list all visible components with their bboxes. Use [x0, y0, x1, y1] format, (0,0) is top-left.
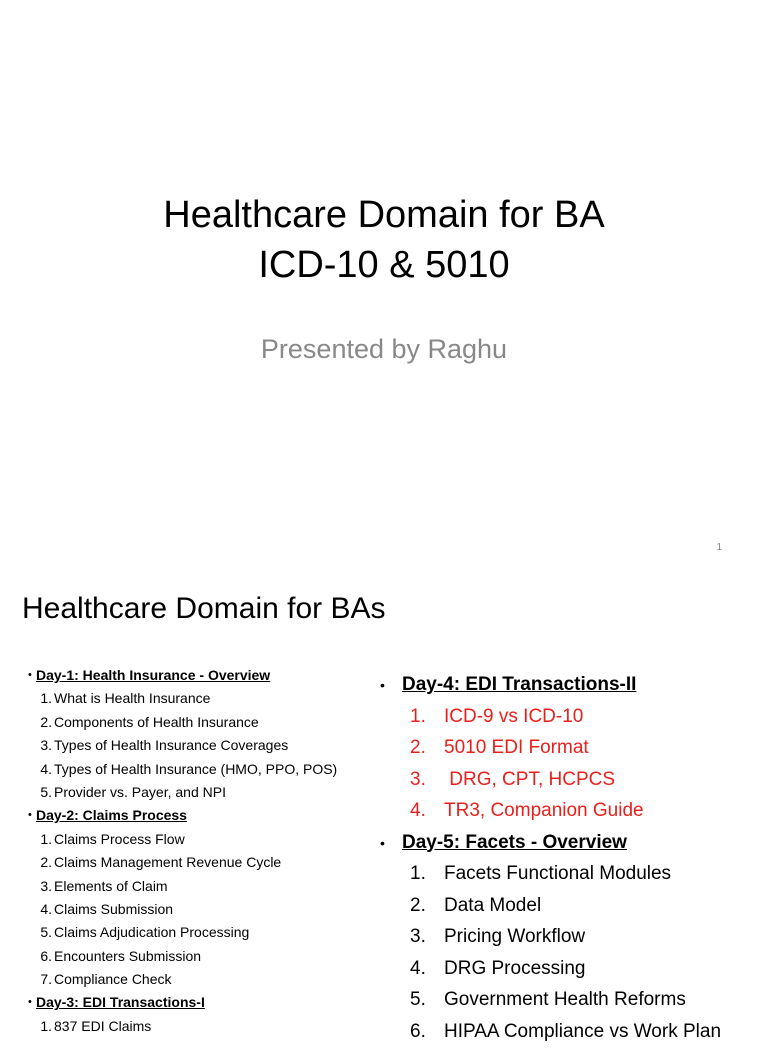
- list-item: 1. ICD-9 vs ICD-10: [380, 702, 768, 734]
- list-item: 1. What is Health Insurance: [28, 687, 368, 710]
- day-1-heading: • Day-1: Health Insurance - Overview: [28, 664, 368, 687]
- list-item: 4. Claims Submission: [28, 898, 368, 921]
- list-item: 1. 837 EDI Claims: [28, 1015, 368, 1038]
- list-item: 5. Claims Adjudication Processing: [28, 921, 368, 944]
- list-item: 5. Government Health Reforms: [380, 985, 768, 1017]
- day-3-heading: • Day-3: EDI Transactions-I: [28, 991, 368, 1014]
- bullet-icon: •: [28, 804, 32, 826]
- slide-2-title: Healthcare Domain for BAs: [22, 592, 386, 626]
- list-item: 2. Components of Health Insurance: [28, 711, 368, 734]
- list-item: 7. Compliance Check: [28, 968, 368, 991]
- left-column: [28, 664, 368, 1038]
- slide-1-subtitle: Presented by Raghu: [0, 334, 768, 365]
- list-item: 3. Pricing Workflow: [380, 922, 768, 954]
- list-item: 6. HIPAA Compliance vs Work Plan: [380, 1017, 768, 1048]
- list-item: 5. Provider vs. Payer, and NPI: [28, 781, 368, 804]
- list-item: 1. Facets Functional Modules: [380, 859, 768, 891]
- bullet-icon: •: [380, 828, 385, 858]
- day-5-heading: • Day-5: Facets - Overview: [380, 828, 768, 860]
- list-item: 3. DRG, CPT, HCPCS: [380, 765, 768, 797]
- list-item: 2. Data Model: [380, 891, 768, 923]
- day-2-heading: • Day-2: Claims Process: [28, 804, 368, 827]
- list-item: 4. DRG Processing: [380, 954, 768, 986]
- slide-number: 1: [716, 542, 722, 553]
- title-line-1: Healthcare Domain for BA: [0, 190, 768, 240]
- title-line-2: ICD-10 & 5010: [0, 240, 768, 290]
- bullet-icon: •: [28, 664, 32, 686]
- bullet-icon: •: [28, 991, 32, 1013]
- right-column: [380, 670, 768, 1048]
- list-item: 1. Claims Process Flow: [28, 828, 368, 851]
- list-item: 2. Claims Management Revenue Cycle: [28, 851, 368, 874]
- list-item: 3. Types of Health Insurance Coverages: [28, 734, 368, 757]
- list-item: 3. Elements of Claim: [28, 875, 368, 898]
- list-item: 4. TR3, Companion Guide: [380, 796, 768, 828]
- slide-2: [0, 572, 768, 1024]
- list-item: 6. Encounters Submission: [28, 945, 368, 968]
- list-item: 2. 5010 EDI Format: [380, 733, 768, 765]
- slide-1-title: [0, 190, 768, 290]
- bullet-icon: •: [380, 670, 385, 700]
- list-item: 4. Types of Health Insurance (HMO, PPO, POS): [28, 758, 368, 781]
- day-4-heading: • Day-4: EDI Transactions-II: [380, 670, 768, 702]
